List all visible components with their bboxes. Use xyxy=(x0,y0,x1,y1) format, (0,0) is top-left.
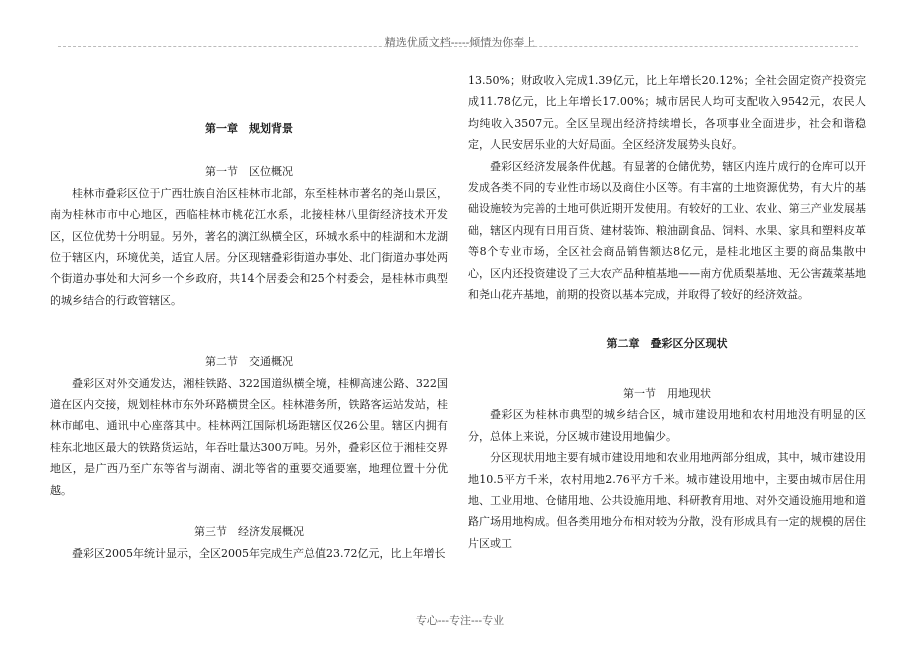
page-header: 精选优质文档-----倾情为你奉上 xyxy=(384,36,536,49)
economy-text-continued: 13.50%；财政收入完成1.39亿元，比上年增长20.12%；全社会固定资产投资完成11.78亿元，比上年增长17.00%；城市居民人均可支配收入9542元，农民人均纯收入3507元。全区呈现出经济持续增长，各项事业全面进步，社会和谐稳定，人民安居乐业的大好局面。全区经济发展势头良好。 xyxy=(468,74,866,152)
section-transport-title: 第二节 交通概况 xyxy=(205,355,293,369)
section-location-text: 桂林市叠彩区位于广西壮族自治区桂林市北部，东至桂林市著名的尧山景区，南为桂林市市中心地区，西临桂林市桃花江水系，北接桂林八里街经济技术开发区，区位优势十分明显。另外，著名的漓江纵横全区，环城水系中的桂湖和木龙湖位于辖区内，环境优美，适宜人居。分区现辖叠彩街道办事处、北门街道办事处两个街道办事处和大河乡一个乡政府，共14个居委会和25个村委会，是桂林市典型的城乡结合的行政管辖区。 xyxy=(50,186,448,307)
economy-conditions-text: 叠彩区经济发展条件优越。有显著的仓储优势，辖区内连片成行的仓库可以开发成各类不同的专业性市场以及商住小区等。有丰富的土地资源优势，有大片的基础设施较为完善的土地可供近期开发使用。有较好的工业、农业、第三产业发展基础，辖区内现有日用百货、建材装饰、粮油副食品、饲料、水果、家具和塑料皮革等8个专业市场，全区社会商品销售额达8亿元，是桂北地区主要的商品集散中心，区内还投资建设了三大农产品种植基地——南方优质梨基地、无公害蔬菜基地和尧山花卉基地，前期的投资以基本完成，并取得了较好的经济效益。 xyxy=(468,159,866,302)
section-economy-title: 第三节 经济发展概况 xyxy=(194,525,304,539)
section-landuse-title: 第一节 用地现状 xyxy=(623,386,711,400)
left-column xyxy=(50,68,448,564)
header-divider xyxy=(58,46,858,47)
section-landuse-text-2: 分区现状用地主要有城市建设用地和农业用地两部分组成，其中，城市建设用地10.5平方千米，农村用地2.76平方千米。城市建设用地中，主要由城市居住用地、工业用地、仓储用地、公共设施用地、科研教育用地、对外交通设施用地和道路广场用地构成。但各类用地分布相对较为分散，没有形成具有一定的规模的居住片区或工 xyxy=(468,451,866,550)
chapter-1-title: 第一章 规划背景 xyxy=(205,122,293,135)
section-transport-text: 叠彩区对外交通发达，湘桂铁路、322国道纵横全境，桂柳高速公路、322国道在区内交接，规划桂林市东外环路横贯全区。桂林港务所，铁路客运站发站，桂林市邮电、通讯中心座落其中。桂林两江国际机场距辖区仅26公里。辖区内拥有桂东北地区最大的铁路货运站，年吞吐量达300万吨。另外，叠彩区位于湘桂交界地区，是广西乃至广东等省与湖南、湖北等省的重要交通要塞，地理位置十分优越。 xyxy=(50,376,448,497)
chapter-2-title: 第二章 叠彩区分区现状 xyxy=(606,337,728,351)
section-landuse-text-1: 叠彩区为桂林市典型的城乡结合区，城市建设用地和农村用地没有明显的区分，总体上来说，分区城市建设用地偏少。 xyxy=(468,408,866,443)
right-column xyxy=(468,70,866,554)
page-footer: 专心---专注---专业 xyxy=(415,614,505,627)
section-economy-text: 叠彩区2005年统计显示，全区2005年完成生产总值23.72亿元，比上年增长 xyxy=(72,546,446,560)
section-location-title: 第一节 区位概况 xyxy=(205,165,293,179)
